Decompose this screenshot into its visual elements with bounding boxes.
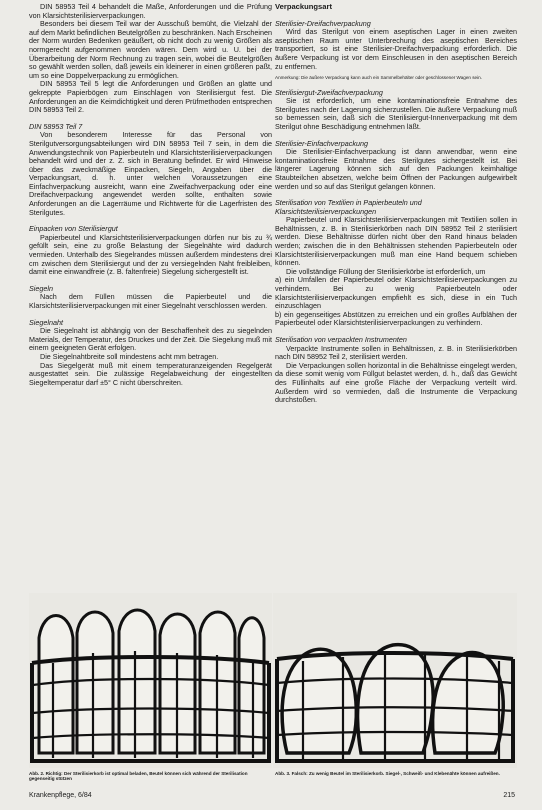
- figure-underfilled-basket: [273, 593, 517, 768]
- figure-caption: Abb. 3. Falsch: Zu wenig Beutel im Sterilisierkorb. Siegel-, Schweiß- und Klebenähte können aufreißen.: [275, 771, 500, 776]
- section-heading: Sterilisier-Dreifachverpackung: [275, 18, 371, 28]
- paragraph: Die Siegelnaht ist abhängig von der Beschaffenheit des zu siegelnden Materials, der Temperatur, des Druckes und der Zeit. Die Siegelung muß mit einem geeigneten Gerät erfolgen.: [29, 326, 272, 353]
- section-heading: Sterilisation von verpackten Instrumenten: [275, 335, 407, 344]
- section-title: Verpackungsart: [275, 2, 332, 11]
- paragraph: Von besonderem Interesse für das Personal von Sterilgutversorgungsabteilungen wird DIN 58953 Teil 7 sein, in dem die Anwendungstechnik von Papierbeuteln und Klarsichtsterilisierverpackungen behandelt wird und der z. Z. sich in Beratung befindet. Er wird Hinweise über das zweckmäßige Einpacken, Siegeln, Angaben über die Verpackungsart, d. h. unter welchen Voraussetzungen eine Einfachverpackung ausreicht, wann eine Zweifachverpackung oder eine Dreifachverpackung angewendet werden sollte, enthalten sowie Anforderungen an die Lagerräume und Richtwerte für die Lagerfristen des Sterilgutes.: [29, 130, 272, 217]
- left-column: [29, 3, 272, 387]
- section-heading: Sterilisiergut-Zweifachverpackung: [275, 87, 383, 97]
- page-number: 215: [503, 792, 515, 799]
- paragraph: Besonders bei diesem Teil war der Ausschuß bemüht, die Vielzahl der auf dem Markt befindlichen Beutelgrößen zu beschränken. Nach Erscheinen der Norm wurden Bedenken geäußert, ob nicht doch zu wenig Größen als normgerecht aufgenommen worden wären. Dem wird u. U. bei der Überarbeitung der Norm Rechnung zu tragen sein, wobei die Beutelgrößen so gewählt werden sollen, daß jeweils ein kleinerer in einen größeren paßt, um so eine Doppelverpackung zu ermöglichen.: [29, 19, 272, 80]
- paragraph: Wird das Sterilgut von einem aseptischen Lager in einen zweiten aseptischen Raum unter Unterbrechung des aseptischen Bereiches transportiert, so ist eine Sterilisier-Dreifachverpackung erforderlich. Die äußere Verpackung ist vor dem Einschleusen in den aseptischen Bereich zu entfernen.: [275, 27, 517, 71]
- paragraph: Die vollständige Füllung der Sterilisierkörbe ist erforderlich, um: [286, 266, 486, 276]
- section-heading: Einpacken von Sterilisiergut: [29, 224, 118, 234]
- list-item: b) ein gegenseitiges Abstützen zu erreichen und ein großes Aufblähen der Papierbeutel oder Klarsichtsterilisierverpackungen zu verhindern.: [275, 309, 517, 328]
- paragraph: Die Sterilisier-Einfachverpackung ist dann anwendbar, wenn eine kontaminationsfreie Entnahme des Sterilgutes sichergestellt ist. Bei längerer Lagerung können sich auf den Packungen keimhaltige Staubteilchen absetzen, welche beim Öffnen der Packungen aufgewirbelt werden und so auf das Sterilgut gelangen können.: [275, 147, 517, 191]
- section-heading: Sterilisier-Einfachverpackung: [275, 138, 368, 148]
- paragraph: DIN 58953 Teil 4 behandelt die Maße, Anforderungen und die Prüfung von Klarsichtsterilisierverpackungen.: [29, 2, 272, 20]
- paragraph: Das Siegelgerät muß mit einem temperaturanzeigenden Regelgerät ausgestattet sein. Die zulässige Regelabweichung der eingestellten Siegeltemperatur darf ±5° C nicht überschreiten.: [29, 360, 272, 387]
- section-heading: DIN 58953 Teil 7: [29, 121, 83, 131]
- paragraph: Verpackte Instrumente sollen in Behältnissen, z. B. in Sterilisierkörben nach DIN 58952 Teil 2, sterilisiert werden.: [275, 343, 517, 362]
- basket-illustration-full: [29, 593, 272, 768]
- paragraph: Papierbeutel und Klarsichtsterilisierverpackungen mit Textilien sollen in Behältnissen, z. B. in Sterilisierkörben nach DIN 58952 Teil 2 sterilisiert werden. Diese Behältnisse dürfen nicht über den Rand hinaus beladen werden; zwischen die in den Behältnissen stehenden Papierbeuteln oder Klarsichtsterilisierverpackungen muß man eine Hand bequem schieben können.: [275, 215, 517, 268]
- figure-caption: Abb. 2. Richtig: Der Sterilisierkorb ist optimal beladen, Beutel können sich während der Sterilisation gegenseitig stützen: [29, 771, 248, 782]
- footer-journal: Krankenpflege, 6/84: [29, 792, 92, 799]
- paragraph: Die Verpackungen sollen horizontal in die Behältnisse eingelegt werden, da diese somit wenig vom Füllgut belastet werden, d. h., daß das Gewicht des Füllinhalts auf eine große Fläche der Verpackung verteilt wird. Außerdem wird so vermieden, daß die Instrumente die Verpackung durchstoßen.: [275, 360, 517, 405]
- note: Anmerkung: Die äußere Verpackung kann auch ein Sammelbehälter oder geschlossener Wagen sein.: [275, 75, 482, 81]
- paragraph: Sie ist erforderlich, um eine kontaminationsfreie Entnahme des Sterilgutes nach der Lagerung sicherzustellen. Die äußere Verpackung muß so bemessen sein, daß sich die Sterilisiergut-Innenverpackung mit dem Sterilgut ohne Beschädigung entnehmen läßt.: [275, 96, 517, 131]
- section-heading: Siegelnaht: [29, 317, 63, 327]
- paragraph: DIN 58953 Teil 5 legt die Anforderungen und Größen an glatte und gekreppte Papierbögen zum Einschlagen von Sterilisiergut fest. Die Anforderungen an die Keimdichtigkeit und deren Prüfmethoden entsprechen DIN 58953 Teil 2.: [29, 79, 272, 115]
- right-column: [275, 3, 517, 405]
- paragraph: Nach dem Füllen müssen die Papierbeutel und die Klarsichtsterilisierverpackungen mit einer Siegelnaht verschlossen werden.: [29, 292, 272, 310]
- list-item: a) ein Umfallen der Papierbeutel oder Klarsichtsterilisierverpackungen zu verhindern. Bei zu wenig Papierbeuteln oder Klarsichtsterilisierverpackungen empfiehlt es sich, diese in ein Tuch einzuschlagen: [275, 275, 517, 311]
- paragraph: Die Siegelnahtbreite soll mindestens acht mm betragen.: [40, 351, 219, 361]
- basket-illustration-underfilled: [273, 593, 517, 768]
- section-heading: Siegeln: [29, 283, 53, 293]
- section-heading: Sterilisation von Textilien in Papierbeuteln und Klarsichtsterilisierverpackungen: [275, 198, 422, 216]
- figure-full-basket: [29, 593, 272, 768]
- paragraph: Papierbeutel und Klarsichtsterilisierverpackungen dürfen nur bis zu ¾ gefüllt sein, eine zu große Belastung der Siegelnähte wird dadurch vermieden. Unterhalb des Siegelrandes müssen außerdem mindestens drei cm zwischen dem Sterilisiergut und der zu versiegelnden Naht freibleiben, damit eine einwandfreie (z. B. faltenfreie) Siegelung sichergestellt ist.: [29, 232, 272, 277]
